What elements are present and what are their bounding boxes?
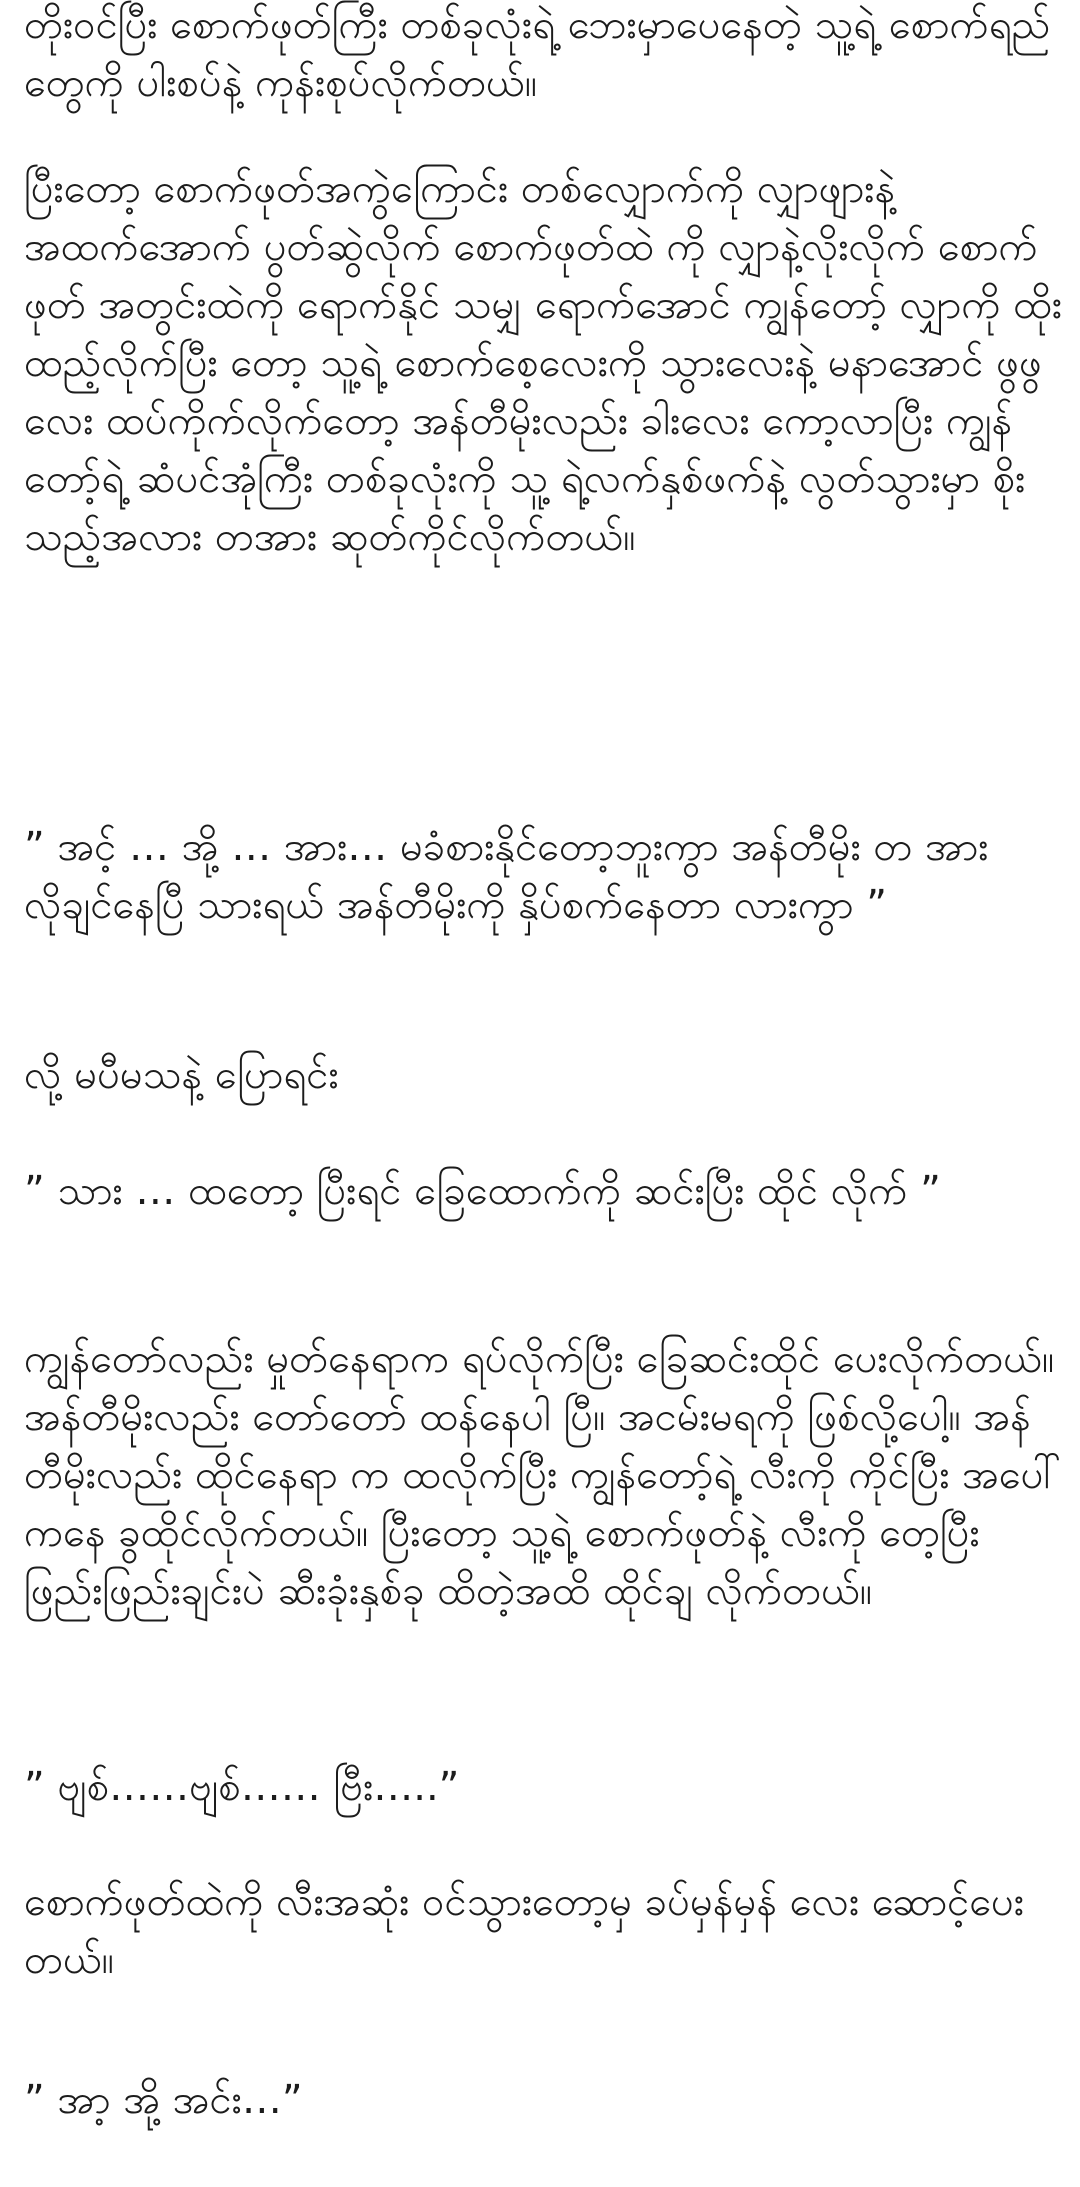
dialogue-paragraph: ” သား … ထတော့ ပြီးရင် ခြေထောက်ကို ဆင်းပြီး ထိုင် လိုက် ” <box>24 1168 941 1214</box>
dialogue-paragraph: ” အင့် … အို့ … အား… မခံစားနိုင်တော့ဘူးကွာ အန်တီမိုး တ အားလိုချင်နေပြီ သားရယ် အန်တီမိုးကို နှိပ်စက်နေတာ လားကွာ ” <box>24 824 989 928</box>
dialogue-paragraph: ” အာ့ အို့ အင်း…” <box>24 2077 303 2123</box>
paragraph: လို့ မပီမသနဲ့ ပြောရင်း <box>24 1052 339 1098</box>
paragraph: ပြီးတော့ စောက်ဖုတ်အကွဲကြောင်း တစ်လျှောက်ကို လျှာဖျားနဲ့ အထက်အောက် ပွတ်ဆွဲလိုက် စောက်ဖုတ်ထဲ ကို လျှာနဲ့လိုးလိုက် စောက်ဖုတ် အတွင်းထဲကို ရောက်နိုင် သမျှ ရောက်အောင် ကျွန်တော့် လျှာကို ထိုးထည့်လိုက်ပြီး တော့ သူ့ရဲ့ စောက်စေ့လေးကို သွားလေးနဲ့ မနာအောင် ဖွဖွ လေး ထပ်ကိုက်လိုက်တော့ အန်တီမိုးလည်း ခါးလေး ကော့လာပြီး ကျွန်တော့်ရဲ့ ဆံပင်အုံကြီး တစ်ခုလုံးကို သူ့ ရဲ့လက်နှစ်ဖက်နဲ့ လွတ်သွားမှာ စိုးသည့်အလား တအား ဆုတ်ကိုင်လိုက်တယ်။ <box>24 166 1063 560</box>
paragraph: ကျွန်တော်လည်း မှုတ်နေရာက ရပ်လိုက်ပြီး ခြေဆင်းထိုင် ပေးလိုက်တယ်။ အန်တီမိုးလည်း တော်တော် ထန်နေပါ ပြီ။ အငမ်းမရကို ဖြစ်လို့ပေါ့။ အန်တီမိုးလည်း ထိုင်နေရာ က ထလိုက်ပြီး ကျွန်တော့်ရဲ့ လီးကို ကိုင်ပြီး အပေါ်ကနေ ခွထိုင်လိုက်တယ်။ ပြီးတော့ သူ့ရဲ့ စောက်ဖုတ်နဲ့ လီးကို တေ့ပြီး ဖြည်းဖြည်းချင်းပဲ ဆီးခုံးနှစ်ခု ထိတဲ့အထိ ထိုင်ချ လိုက်တယ်။ <box>24 1336 1062 1614</box>
paragraph: စောက်ဖုတ်ထဲကို လီးအဆုံး ဝင်သွားတော့မှ ခပ်မှန်မှန် လေး ဆောင့်ပေးတယ်။ <box>24 1879 1025 1983</box>
paragraph: တိုးဝင်ပြီး စောက်ဖုတ်ကြီး တစ်ခုလုံးရဲ့ ဘေးမှာပေနေတဲ့ သူ့ရဲ့ စောက်ရည်တွေကို ပါးစပ်နဲ့ ကုန်းစုပ်လိုက်တယ်။ <box>24 2 1051 106</box>
dialogue-paragraph: ” ဗျစ်……ဗျစ်…… ဗြီး…..” <box>24 1764 460 1810</box>
